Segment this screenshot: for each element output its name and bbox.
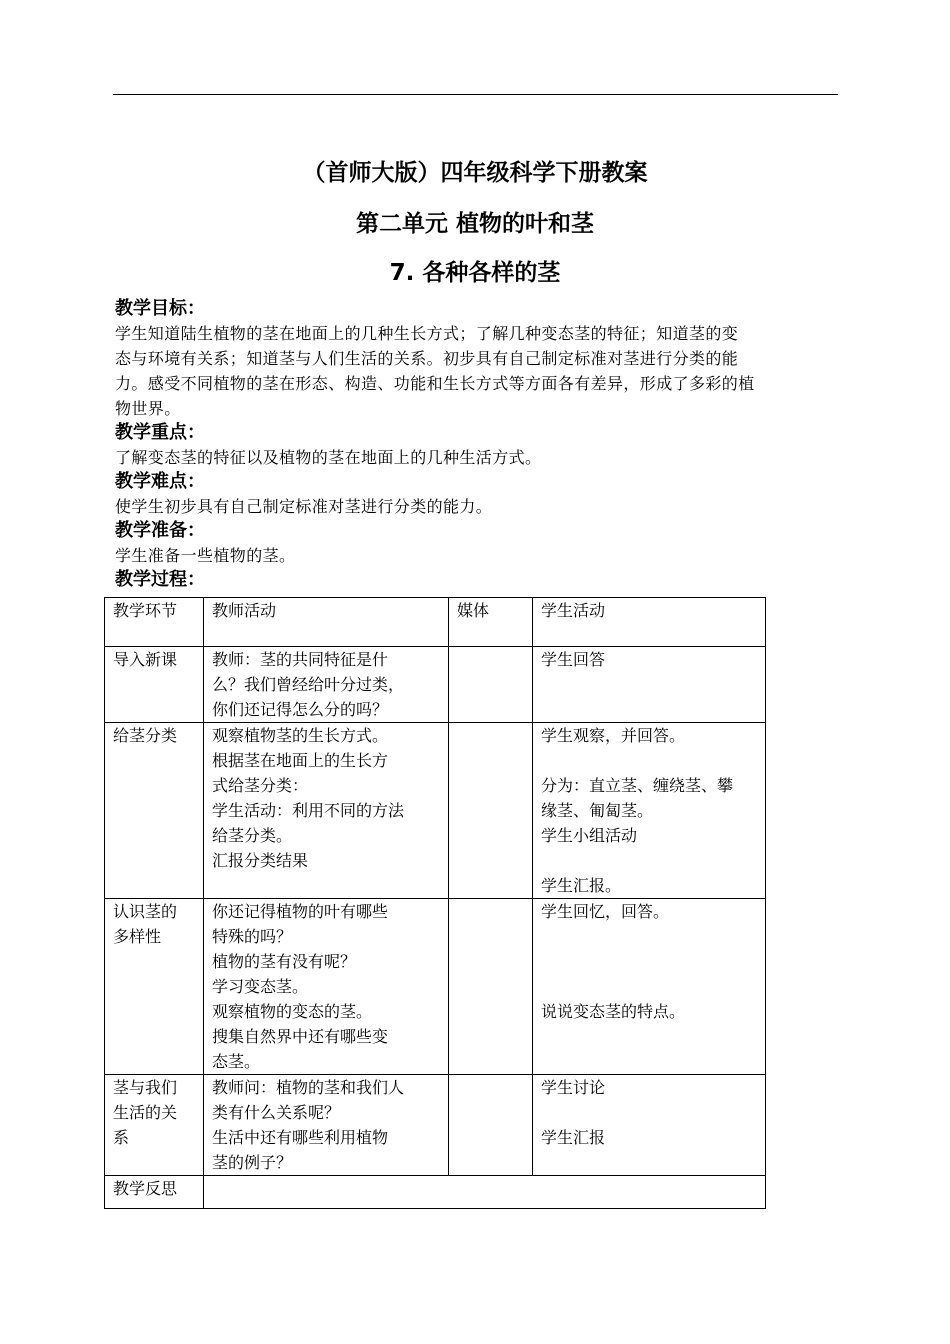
- header-cell-media: 媒体: [449, 598, 533, 647]
- key-points-heading: 教学重点：: [115, 422, 205, 443]
- student-line: 学生小组活动: [541, 826, 638, 845]
- stage-cell: [105, 899, 204, 1075]
- table-header-row: [105, 598, 766, 647]
- key-points-text: 了解变态茎的特征以及植物的茎在地面上的几种生活方式。: [115, 448, 542, 467]
- teacher-activity-cell: [204, 1075, 449, 1176]
- teacher-line: 类有什么关系呢？: [212, 1103, 341, 1122]
- header-cell-teacher: 教师活动: [204, 598, 449, 647]
- teacher-line: 观察植物茎的生长方式。: [212, 726, 389, 745]
- teacher-line: 植物的茎有没有呢？: [212, 952, 357, 971]
- stage-line: 生活的关: [113, 1103, 178, 1122]
- stage-cell: [105, 647, 204, 723]
- teacher-line: 学生活动：利用不同的方法: [212, 801, 405, 820]
- teacher-line: 生活中还有哪些利用植物: [212, 1128, 389, 1147]
- teacher-line: 根据茎在地面上的生长方: [212, 751, 389, 770]
- unit-title: 第二单元 植物的叶和茎: [355, 211, 594, 237]
- student-activity-cell: [533, 647, 766, 723]
- teaching-process-table: [104, 597, 766, 1209]
- student-activity-cell: [533, 1075, 766, 1176]
- teacher-activity-cell: [204, 647, 449, 723]
- teacher-activity-cell: [204, 723, 449, 899]
- table-row: [105, 1075, 766, 1176]
- stage-line: 茎与我们: [113, 1078, 178, 1097]
- teacher-line: 搜集自然界中还有哪些变: [212, 1027, 389, 1046]
- student-line: 分为：直立茎、缠绕茎、攀: [541, 776, 734, 795]
- student-line: 说说变态茎的特点。: [541, 1002, 686, 1021]
- teacher-line: 教师：茎的共同特征是什: [212, 650, 389, 669]
- media-cell: [449, 1075, 533, 1176]
- student-activity-cell: [533, 723, 766, 899]
- process-heading: 教学过程：: [115, 569, 205, 590]
- table-row: [105, 899, 766, 1075]
- student-line: 学生观察，并回答。: [541, 726, 686, 745]
- student-line: 缘茎、匍匐茎。: [541, 801, 654, 820]
- reflection-row: [105, 1176, 766, 1209]
- difficulties-text: 使学生初步具有自己制定标准对茎进行分类的能力。: [115, 497, 493, 516]
- stage-line: 导入新课: [113, 650, 178, 669]
- preparation-heading: 教学准备：: [115, 520, 205, 541]
- media-cell: [449, 899, 533, 1075]
- reflection-cell: [204, 1176, 766, 1209]
- header-rule: [113, 94, 838, 95]
- blank-line: [541, 848, 757, 873]
- teacher-line: 给茎分类。: [212, 826, 293, 845]
- document-title: （首师大版）四年级科学下册教案: [302, 160, 648, 186]
- blank-line: [541, 924, 757, 949]
- reflection-label: 教学反思: [105, 1176, 204, 1209]
- teacher-activity-cell: [204, 899, 449, 1075]
- student-line: 学生汇报。: [541, 876, 622, 895]
- stage-cell: [105, 1075, 204, 1176]
- student-line: 学生回忆，回答。: [541, 902, 670, 921]
- teacher-line: 教师问：植物的茎和我们人: [212, 1078, 405, 1097]
- student-line: 学生汇报: [541, 1128, 606, 1147]
- student-line: 学生回答: [541, 650, 606, 669]
- blank-line: [541, 748, 757, 773]
- teacher-line: 么？我们曾经给叶分过类，: [212, 675, 405, 694]
- header-cell-student: 学生活动: [533, 598, 766, 647]
- teacher-line: 汇报分类结果: [212, 851, 309, 870]
- goals-line: 物世界。: [115, 399, 181, 418]
- teacher-line: 你们还记得怎么分的吗？: [212, 700, 389, 719]
- stage-line: 认识茎的: [113, 902, 178, 921]
- teacher-line: 式给茎分类：: [212, 776, 309, 795]
- goals-line: 态与环境有关系；知道茎与人们生活的关系。初步具有自己制定标准对茎进行分类的能: [115, 349, 739, 368]
- goals-heading: 教学目标：: [115, 298, 205, 319]
- goals-line: 学生知道陆生植物的茎在地面上的几种生长方式；了解几种变态茎的特征；知道茎的变: [115, 324, 739, 343]
- blank-line: [541, 974, 757, 999]
- student-activity-cell: [533, 899, 766, 1075]
- media-cell: [449, 723, 533, 899]
- header-cell-stage: 教学环节: [105, 598, 204, 647]
- blank-line: [541, 949, 757, 974]
- stage-cell: [105, 723, 204, 899]
- blank-line: [541, 1100, 757, 1125]
- teacher-line: 特殊的吗？: [212, 927, 293, 946]
- stage-line: 给茎分类: [113, 726, 178, 745]
- media-cell: [449, 647, 533, 723]
- teacher-line: 态茎。: [212, 1052, 261, 1071]
- teacher-line: 学习变态茎。: [212, 977, 309, 996]
- stage-line: 系: [113, 1128, 130, 1147]
- lesson-title: 7. 各种各样的茎: [389, 260, 561, 286]
- teacher-line: 观察植物的变态的茎。: [212, 1002, 373, 1021]
- teacher-line: 茎的例子？: [212, 1153, 293, 1172]
- table-row: [105, 647, 766, 723]
- goals-text: [115, 321, 840, 421]
- preparation-text: 学生准备一些植物的茎。: [115, 546, 296, 565]
- lesson-plan-body: [115, 297, 840, 592]
- teacher-line: 你还记得植物的叶有哪些: [212, 902, 389, 921]
- stage-line: 多样性: [113, 927, 162, 946]
- goals-line: 力。感受不同植物的茎在形态、构造、功能和生长方式等方面各有差异，形成了多彩的植: [115, 374, 755, 393]
- difficulties-heading: 教学难点：: [115, 471, 205, 492]
- table-row: [105, 723, 766, 899]
- student-line: 学生讨论: [541, 1078, 606, 1097]
